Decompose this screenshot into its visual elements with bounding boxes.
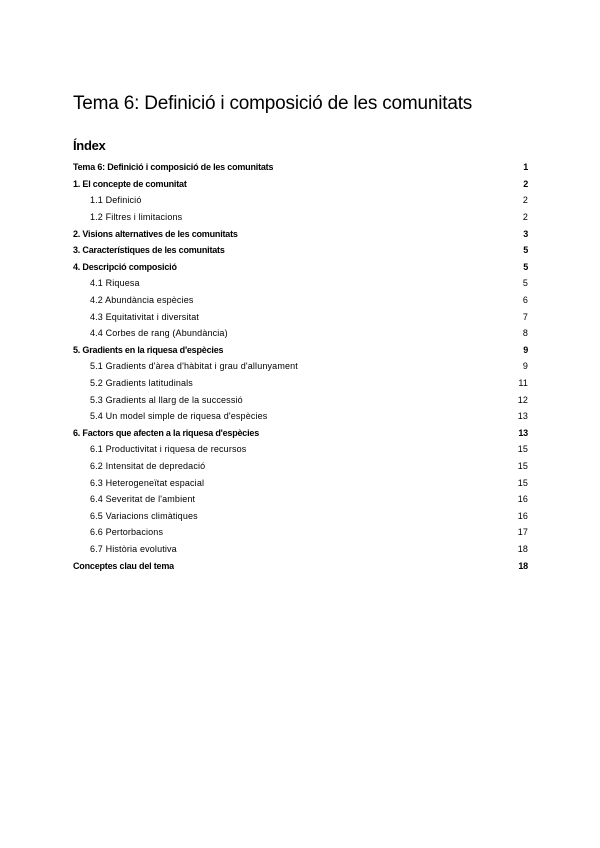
toc-entry-title: 6.2 Intensitat de depredació	[90, 460, 206, 471]
toc-entry-page-number: 5	[522, 278, 528, 289]
toc-entry[interactable]	[73, 242, 528, 259]
toc-entry[interactable]	[73, 259, 528, 276]
toc-entry-page-number: 5	[523, 261, 528, 272]
toc-entry-page-number: 11	[518, 378, 528, 389]
toc-entry-page-number: 2	[522, 212, 528, 223]
toc-entry[interactable]	[73, 325, 528, 342]
page-title: Tema 6: Definició i composició de les comunitats	[73, 93, 473, 114]
toc-entry-page-number: 9	[523, 344, 528, 355]
toc-entry-title: 4.4 Corbes de rang (Abundància)	[90, 328, 228, 339]
toc-entry-page-number: 9	[522, 361, 528, 372]
toc-entry[interactable]	[73, 159, 528, 176]
toc-entry[interactable]	[73, 425, 528, 442]
toc-heading: Índex	[73, 138, 106, 153]
toc-entry[interactable]	[73, 292, 528, 309]
toc-entry-page-number: 15	[517, 444, 528, 455]
toc-entry[interactable]	[73, 308, 528, 325]
toc-entry-title: Tema 6: Definició i composició de les comunitats	[73, 162, 274, 173]
toc-entry-title: 5.1 Gradients d'àrea d'hàbitat i grau d'allunyament	[90, 361, 298, 372]
toc-entry[interactable]	[73, 541, 528, 558]
toc-entry[interactable]	[73, 507, 528, 524]
toc-entry-page-number: 18	[517, 543, 528, 554]
toc-entry-title: 4.3 Equitativitat i diversitat	[90, 311, 200, 322]
toc-entry-page-number: 3	[523, 228, 528, 239]
toc-entry[interactable]	[73, 225, 528, 242]
toc-entry-title: 1.1 Definició	[90, 195, 142, 206]
toc-entry[interactable]	[73, 391, 528, 408]
toc-entry[interactable]	[73, 275, 528, 292]
toc-entry-page-number: 15	[517, 460, 528, 471]
toc-entry[interactable]	[73, 375, 528, 392]
toc-entry[interactable]	[73, 342, 528, 359]
toc-entry-title: 6.1 Productivitat i riquesa de recursos	[90, 444, 247, 455]
toc-entry-title: 4. Descripció composició	[73, 261, 177, 272]
toc-entry[interactable]	[73, 192, 528, 209]
toc-entry-title: 4.1 Riquesa	[90, 278, 140, 289]
toc-entry[interactable]	[73, 209, 528, 226]
toc-entry-page-number: 2	[523, 178, 528, 189]
toc-entry-title: 6.3 Heterogeneïtat espacial	[90, 477, 205, 488]
toc-entry[interactable]	[73, 474, 528, 491]
toc-entry-page-number: 13	[517, 411, 528, 422]
toc-entry-title: 5.2 Gradients latitudinals	[90, 378, 193, 389]
toc-entry[interactable]	[73, 176, 528, 193]
toc-entry-title: 2. Visions alternatives de les comunitats	[73, 228, 238, 239]
toc-entry-page-number: 7	[522, 311, 528, 322]
toc-entry-title: 4.2 Abundància espècies	[90, 295, 194, 306]
toc-entry-title: 3. Característiques de les comunitats	[73, 245, 225, 256]
toc-entry[interactable]	[73, 491, 528, 508]
toc-entry-title: 1. El concepte de comunitat	[73, 178, 187, 189]
toc-entry-title: Conceptes clau del tema	[73, 560, 174, 571]
toc-entry-page-number: 13	[518, 427, 528, 438]
toc-entry-title: 6.7 Història evolutiva	[90, 543, 177, 554]
toc-entry-page-number: 5	[523, 245, 528, 256]
toc-entry[interactable]	[73, 441, 528, 458]
toc-entry-title: 5.4 Un model simple de riquesa d'espècies	[90, 411, 268, 422]
toc-entry-page-number: 1	[523, 162, 528, 173]
toc-entry[interactable]	[73, 458, 528, 475]
toc-entry[interactable]	[73, 557, 528, 574]
toc-entry-page-number: 2	[522, 195, 528, 206]
toc-entry-page-number: 6	[522, 295, 528, 306]
toc-entry-title: 5.3 Gradients al llarg de la successió	[90, 394, 243, 405]
toc-entry-page-number: 8	[522, 328, 528, 339]
toc-entry-page-number: 12	[517, 394, 528, 405]
toc-entry-page-number: 15	[517, 477, 528, 488]
toc-entry-title: 5. Gradients en la riquesa d'espècies	[73, 344, 224, 355]
toc-entry-page-number: 16	[517, 494, 528, 505]
toc-entry-title: 6. Factors que afecten a la riquesa d'espècies	[73, 427, 260, 438]
toc-entry-title: 6.6 Pertorbacions	[90, 527, 164, 538]
toc-entry-title: 6.5 Variacions climàtiques	[90, 510, 198, 521]
toc-entry-title: 1.2 Filtres i limitacions	[90, 212, 183, 223]
toc-entry[interactable]	[73, 358, 528, 375]
toc-entry[interactable]	[73, 408, 528, 425]
toc-entry-page-number: 17	[517, 527, 528, 538]
toc-entry[interactable]	[73, 524, 528, 541]
toc-entry-title: 6.4 Severitat de l'ambient	[90, 494, 196, 505]
toc-entry-page-number: 16	[517, 510, 528, 521]
table-of-contents	[73, 159, 528, 574]
toc-entry-page-number: 18	[518, 560, 528, 571]
